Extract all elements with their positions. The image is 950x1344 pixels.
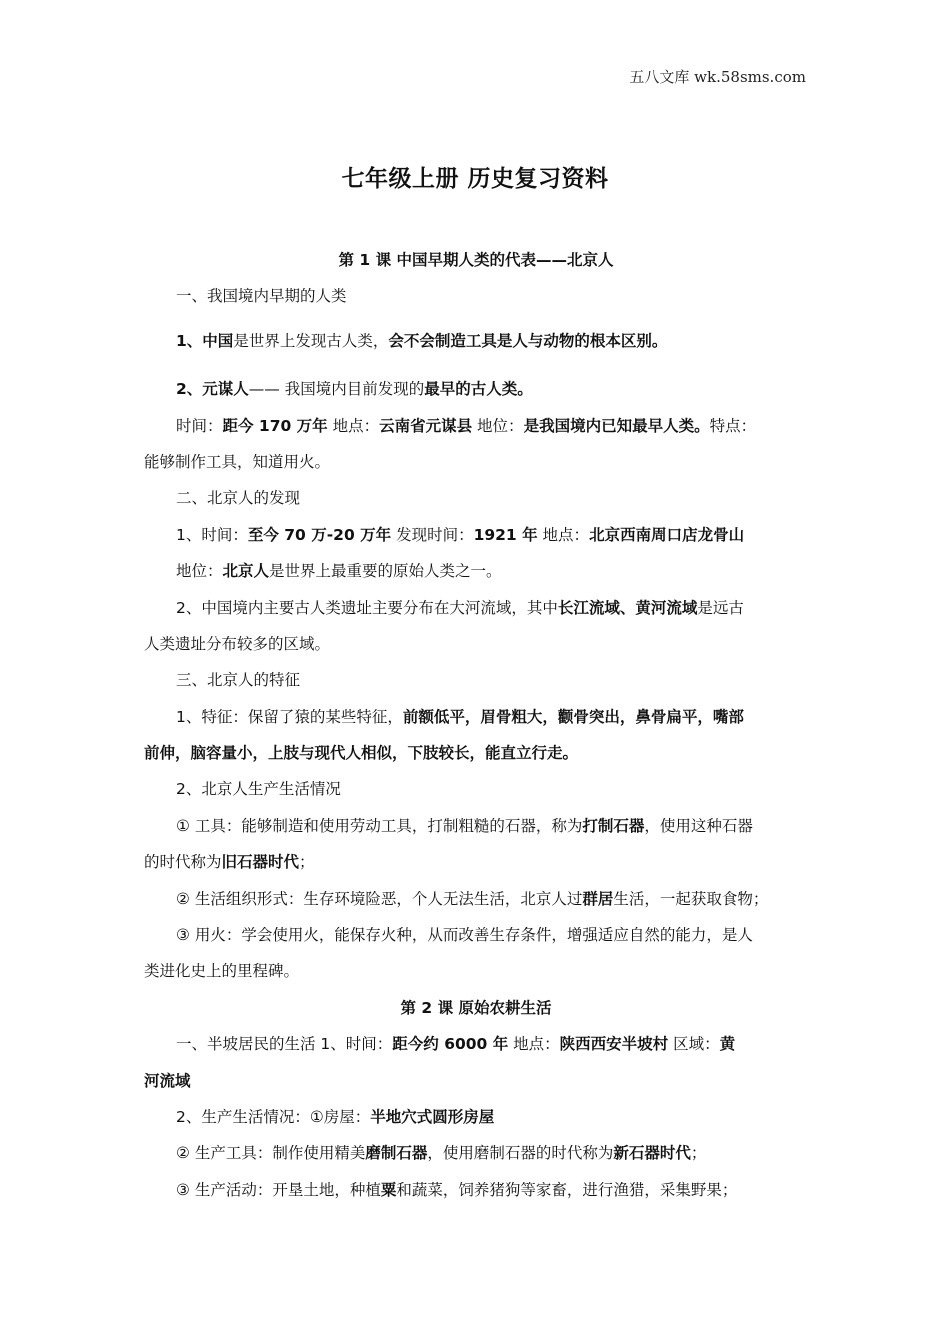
item-number: 1、 [176, 331, 203, 350]
bold-text: 陕西西安半坡村 [559, 1035, 669, 1054]
body-text: ② 生活组织形式：生存环境险恶，个人无法生活，北京人过 [176, 889, 583, 908]
lesson1-paragraph [144, 408, 808, 444]
bold-text: 距今 170 万年 [222, 416, 328, 435]
body-text: 一、半坡居民的生活 1、时间： [176, 1035, 393, 1054]
body-text: 地点： [508, 1035, 560, 1054]
lesson1-paragraph-cont [144, 735, 808, 771]
lesson1-section1-heading: 一、我国境内早期的人类 [176, 287, 347, 306]
lesson1-paragraph: ③ 用火：学会使用火，能保存火种，从而改善生存条件，增强适应自然的能力，是人 [176, 926, 753, 945]
lesson1-paragraph [144, 808, 808, 844]
body-text: 发现时间： [391, 525, 474, 544]
bold-text: 长江流域、黄河流域 [557, 598, 698, 617]
body-text: 1、特征：保留了猿的某些特征， [176, 707, 403, 726]
lesson2-heading: 第 2 课 原始农耕生活 [400, 998, 552, 1017]
lesson1-subheading: 2、北京人生产生活情况 [176, 780, 341, 799]
body-text: 是世界上最重要的原始人类之一。 [269, 562, 502, 581]
lesson1-paragraph-cont: 人类遗址分布较多的区域。 [144, 634, 331, 653]
bold-text: 黄 [719, 1035, 736, 1054]
body-text: ③ 生产活动：开垦土地，种植 [176, 1180, 381, 1199]
bold-text: 是我国境内已知最早人类。 [523, 416, 710, 435]
lesson2-paragraph [144, 1135, 808, 1171]
lesson1-section2-heading: 二、北京人的发现 [176, 489, 301, 508]
lesson1-paragraph [144, 699, 808, 735]
lesson1-paragraph-cont: 类进化史上的里程碑。 [144, 962, 300, 981]
bold-text: 前伸，脑容量小，上肢与现代人相似，下肢较长，能直立行走。 [144, 744, 579, 763]
lesson1-paragraph [144, 323, 808, 359]
lesson1-heading: 第 1 课 中国早期人类的代表——北京人 [338, 251, 614, 269]
bold-text: 旧石器时代 [221, 853, 300, 872]
bold-text: 云南省元谋县 [379, 416, 473, 435]
lesson1-section3-heading: 三、北京人的特征 [176, 671, 301, 690]
lesson1-paragraph [144, 590, 808, 626]
document-body [144, 242, 808, 1208]
body-text: 区域： [668, 1035, 720, 1054]
bold-text: 1921 年 [473, 525, 538, 544]
body-text: 2、生产生活情况：①房屋： [176, 1107, 371, 1126]
body-text: ② 生产工具：制作使用精美 [176, 1144, 366, 1163]
bold-text: 会不会制造工具是人与动物的根本区别。 [388, 331, 668, 350]
body-text: ，使用磨制石器的时代称为 [427, 1144, 614, 1163]
bold-text: 磨制石器 [365, 1144, 428, 1163]
body-text: ① 工具：能够制造和使用劳动工具，打制粗糙的石器，称为 [176, 816, 583, 835]
body-text: 地点： [537, 525, 590, 544]
lesson1-paragraph [144, 553, 808, 589]
body-text: 地位： [176, 562, 223, 581]
bold-text: 群居 [582, 889, 614, 908]
lesson1-paragraph [144, 517, 808, 553]
bold-text: 至今 70 万-20 万年 [247, 525, 392, 544]
body-text: ； [299, 853, 315, 872]
lesson2-paragraph-cont [144, 1063, 808, 1099]
lesson1-paragraph [144, 371, 808, 407]
body-text: 特点： [709, 416, 757, 435]
body-text: ； [690, 1144, 707, 1163]
bold-text: 最早的古人类。 [424, 380, 533, 399]
bold-text: 半地穴式圆形房屋 [370, 1107, 495, 1126]
body-text: —— 我国境内目前发现的 [248, 380, 425, 399]
bold-text: 北京人 [222, 562, 270, 581]
body-text: 是远古 [697, 598, 744, 617]
body-text: 地点： [327, 416, 380, 435]
bold-text: 北京西南周口店龙骨山 [589, 525, 745, 544]
body-text: 生活，一起获取食物； [613, 889, 769, 908]
lesson2-paragraph [144, 1172, 808, 1208]
body-text: 1、时间： [176, 525, 248, 544]
bold-text: 打制石器 [582, 816, 645, 835]
document-title: 七年级上册 历史复习资料 [341, 166, 609, 192]
lesson2-paragraph [144, 1099, 808, 1135]
page-header-site: 五八文库 wk.58sms.com [629, 68, 806, 86]
body-text: 地位： [472, 416, 524, 435]
bold-text: 距今约 6000 年 [392, 1035, 509, 1054]
bold-text: 粟 [380, 1180, 397, 1199]
bold-text: 前额低平，眉骨粗大，颧骨突出，鼻骨扁平，嘴部 [402, 707, 744, 726]
lesson1-paragraph-cont: 能够制作工具，知道用火。 [144, 452, 331, 471]
bold-text: 河流域 [144, 1071, 191, 1090]
body-text: 是世界上发现古人类， [233, 331, 389, 350]
bold-text: 2、元谋人 [176, 380, 249, 399]
body-text: 和蔬菜，饲养猪狗等家畜，进行渔猎，采集野果； [396, 1180, 738, 1199]
lesson1-paragraph-cont [144, 844, 808, 880]
bold-text: 新石器时代 [613, 1144, 691, 1163]
body-text: 的时代称为 [144, 853, 222, 872]
emphasis-text: 中国 [202, 331, 234, 350]
lesson2-paragraph [144, 1026, 808, 1062]
body-text: ，使用这种石器 [644, 816, 753, 835]
lesson1-paragraph [144, 881, 808, 917]
body-text: 时间： [176, 416, 223, 435]
body-text: 2、中国境内主要古人类遗址主要分布在大河流域，其中 [176, 598, 558, 617]
